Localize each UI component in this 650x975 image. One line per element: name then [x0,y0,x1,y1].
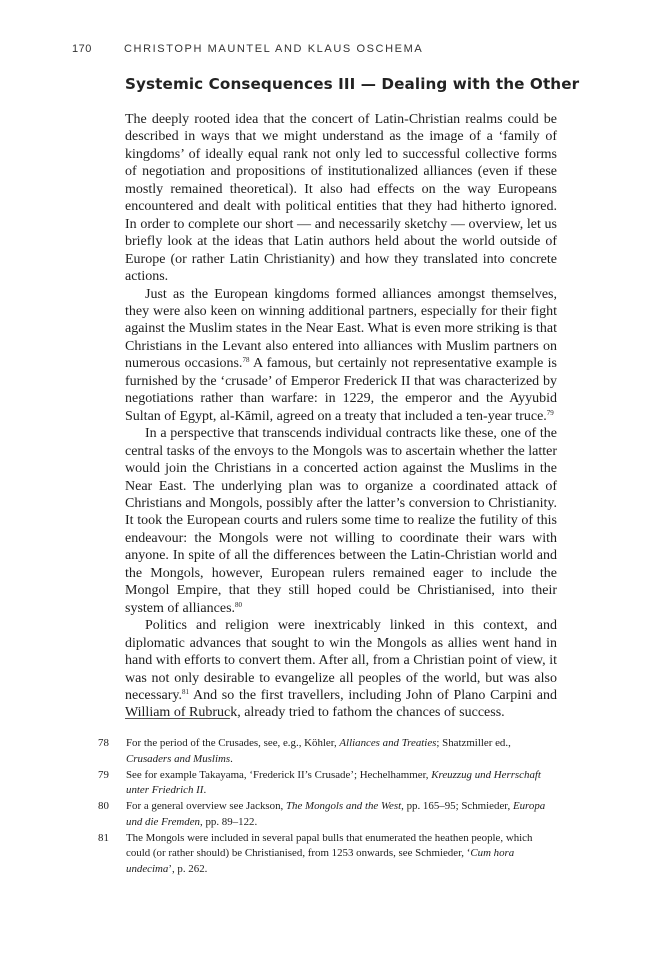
footnotes [98,736,558,878]
footnote-text-run: For a general overview see Jackson, [126,800,286,813]
footnote-text [126,736,558,767]
footnote-text-run: For the period of the Crusades, see, e.g., Köhler, [126,737,340,749]
footnote-rule [125,718,230,719]
footnote-title: Kreuzzug und Herrschaft unter Friedrich II [126,768,541,797]
footnote-text [126,768,558,799]
body-text [125,111,557,722]
section-heading: Systemic Consequences III — Dealing with the Other [125,75,580,93]
footnote-text-run: , pp. 165–95; Schmieder, [401,800,513,813]
footnote-number: 79 [98,768,109,781]
footnote [98,831,558,878]
page-number: 170 [72,43,92,55]
footnote-text-run: . [203,784,207,797]
footnote-reference[interactable]: 81 [182,687,190,696]
paragraph-text: Just as the European kingdoms formed alliances amongst themselves, they were also keen on winning additional partners, especially for their fight against the Muslim states in the Near East. What is even more striking is that Christians in the Levant also entered into alliances with Muslim partners on numerous occasions. [125,286,557,372]
footnote-title: Europa und die Fremden [126,800,546,828]
footnote-number: 78 [98,737,109,749]
footnote-text-run: , pp. 89–122. [200,815,258,828]
footnote [98,799,558,830]
footnote-title: Cum hora undecima [126,847,515,875]
footnote-title: Crusaders and Muslims [126,752,231,765]
footnote-title: The Mongols and the West [285,800,402,813]
footnote-reference[interactable]: 80 [235,600,243,609]
footnote-title: Alliances and Treaties [339,737,437,749]
paragraph-text: The deeply rooted idea that the concert of Latin-Christian realms could be described in ways that we might understand as the image of a ‘family of kingdoms’ of ideally equal rank not only led to successful collective forms of negotiation and propositions of institutionalized alliances (even if these mostly remained theoretical). It also had effects on the way Europeans encountered and dealt with political entities that they had hitherto ignored. In order to complete our short — and necessarily sketchy — overview, let us briefly look at the ideas that Latin authors held about the world outside of Europe (or rather Latin Christianity) and how they translated into concrete actions. [125,112,557,285]
footnote-text-run: See for example Takayama, ‘Frederick II’s Crusade’; Hechelhammer, [126,768,432,781]
footnote [98,736,558,767]
paragraph-text: And so the first travellers, including John of Plano Carpini and William of Rubruck, already tried to fathom the chances of success. [125,687,557,721]
footnote-reference[interactable]: 79 [546,408,554,417]
paragraph-text: In a perspective that transcends individual contracts like these, one of the central tasks of the envoys to the Mongols was to ascertain whether the latter would join the Christians in a concerted action against the Muslims in the Near East. The underlying plan was to organize a coordinated attack of Christians and Mongols, possibly after the latter’s conversion to Christianity. It took the European courts and rulers some time to realize the futility of this endeavour: the Mongols were not willing to coordinate their wars with anyone. In spite of all the differences between the Latin-Christian world and the Mongols, however, European rulers remained eager to include the Mongol Empire, that they still hoped could be Christianised, into their system of alliances. [125,426,557,616]
paragraph-text: Politics and religion were inextricably linked in this context, and diplomatic advances that sought to win the Mongols as allies went hand in hand with efforts to convert them. After all, from a Christian point of view, it was not only desirable to evangelize all peoples of the world, but was also necessary. [125,618,557,703]
running-head-authors: CHRISTOPH MAUNTEL AND KLAUS OSCHEMA [124,43,424,55]
running-head [72,43,610,59]
body-paragraph [125,111,557,286]
footnote-text-run: . [230,752,233,765]
body-paragraph [125,425,557,617]
footnote [98,768,558,799]
footnote-text-run: ’, p. 262. [168,862,208,875]
footnote-text-run: ; Shatzmiller ed., [436,737,511,749]
footnote-text-run: The Mongols were included in several papal bulls that enumerated the heathen people, which could (or rather should) be Christianised, from 1253 onwards, see Schmieder, ‘ [126,831,533,860]
footnote-number: 80 [98,800,109,813]
body-paragraph [125,617,557,722]
paragraph-text: A famous, but certainly not representative example is furnished by the ‘crusade’ of Emperor Frederick II that was characterized by negotiations rather than warfare: in 1229, the emperor and the Ayyubid Sultan of Egypt, al-Kāmil, agreed on a treaty that included a ten-year truce. [125,356,557,424]
footnote-number: 81 [98,831,109,844]
footnote-text [126,799,558,830]
footnote-reference[interactable]: 78 [242,356,250,365]
footnote-text [126,831,558,878]
body-paragraph [125,286,557,426]
